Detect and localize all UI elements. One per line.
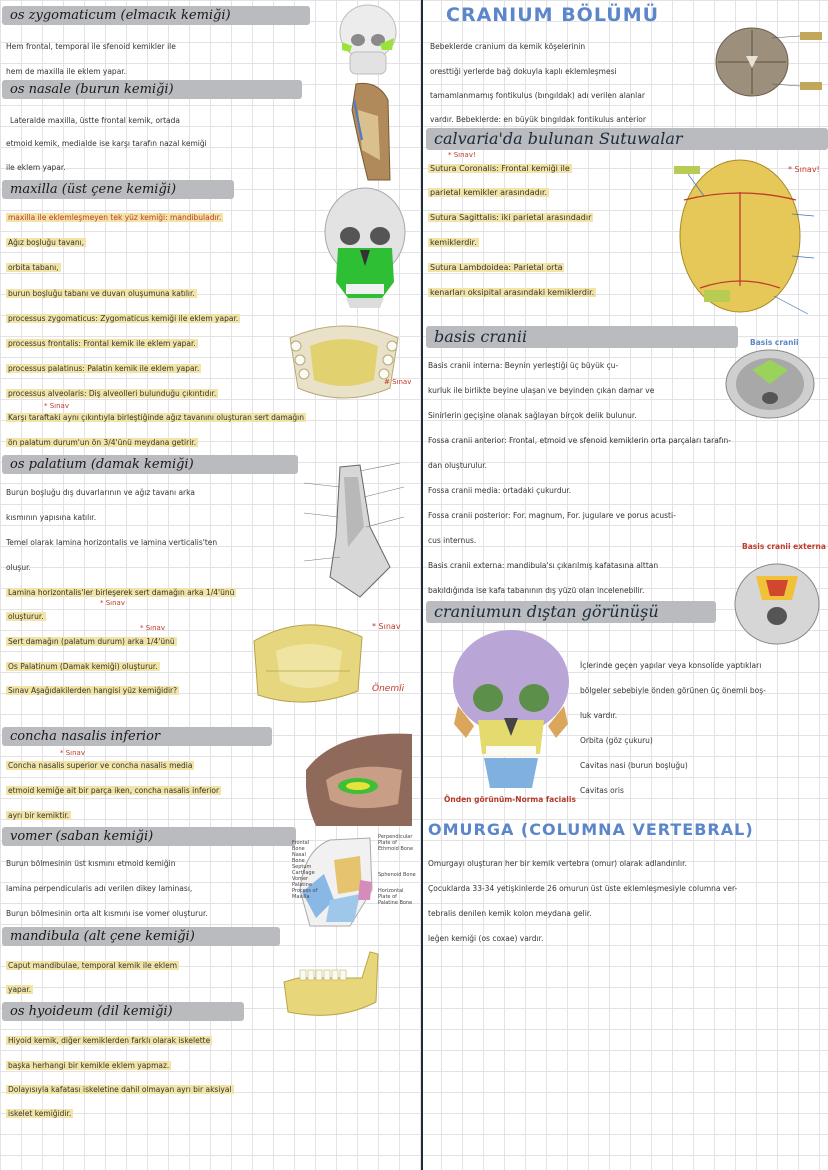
calvaria-line-4: kemiklerdir. [430,238,477,247]
concha-sinav-note: * Sınav [60,749,85,757]
heading-mandibula: mandibula (alt çene kemiği) [2,927,280,946]
cranium-line-1: Bebeklerde cranium da kemik köşelerinin [430,42,586,51]
vomer-septum-figure [290,830,416,940]
palatine-yellow-figure [246,611,370,711]
heading-zygomaticum: os zygomaticum (elmacık kemiği) [2,6,310,25]
heading-craniumun-distan: craniumun dıştan görünüşü [426,601,716,623]
palatum-sinav-note-3: * Sınav [372,622,401,631]
vomer-label-horizontal-plate: Horizontal Plate of Palatine Bone [378,888,413,906]
maxilla-line-5: processus zygomaticus: Zygomaticus kemiği ile eklem yapar. [8,314,239,323]
palatum-line-5: Lamina horizontalis'ler birleşerek sert damağın arka 1/4'ünü [8,588,235,597]
palatum-line-9: Sınav Aşağıdakilerden hangisi yüz kemiğidir? [8,686,178,695]
heading-concha: concha nasalis inferior [2,727,272,746]
cranium-line-3: tamamlanmamış fontikulus (bıngıldak) adı verilen alanlar [430,91,645,100]
right-column [424,0,828,1170]
concha-line-2: etmoid kemiğe ait bir parça iken, concha nasalis inferior [8,786,220,795]
norma-facialis-figure [448,628,574,792]
basis-cranii-externa-figure [732,550,822,646]
maxilla-line-3: orbita tabanı, [8,263,59,272]
hyoideum-line-4: iskelet kemiğidir. [8,1109,72,1118]
basis-line-6: Fossa cranii media: ortadaki çukurdur. [428,486,572,495]
vomer-line-1: Burun bölmesinin üst kısmını etmoid kemiğin [6,859,176,868]
disardan-line-6: Cavitas oris [580,786,624,795]
concha-line-1: Concha nasalis superior ve concha nasalis media [8,761,193,770]
vomer-line-2: lamina perpendicularis adı verilen dikey laminası, [6,884,193,893]
heading-hyoideum: os hyoideum (dil kemiği) [2,1002,244,1021]
maxilla-line-9: Karşı taraftaki aynı çıkıntıyla birleştiğinde ağız tavanını oluşturan sert damağın [8,413,305,422]
omurga-line-2: Çocuklarda 33-34 yetişkinlerde 26 omurun üst üste eklemleşmesiyle columna ver- [428,884,738,893]
palatum-line-1: Burun boşluğu dış duvarlarının ve ağız tavanı arka [6,488,195,497]
hyoideum-line-2: başka herhangi bir kemikle eklem yapmaz. [8,1061,170,1070]
nasale-line-3: ile eklem yapar. [6,163,66,172]
basis-line-5: dan oluşturulur. [428,461,487,470]
basis-line-1: Basis cranii interna: Beynin yerleştiği üç büyük çu- [428,361,619,370]
cranium-line-4: vardır. Bebeklerde: en büyük bıngıldak fontikulus anterior [430,115,646,124]
palatum-line-6: oluşturur. [8,612,44,621]
basis-cranii-figure-label: Basis cranii [750,338,799,347]
disardan-line-4: Orbita (göz çukuru) [580,736,653,745]
disardan-line-1: İçlerinde geçen yapılar veya konsolide yaptıkları [580,661,762,670]
concha-figure [306,730,412,826]
heading-palatum: os palatium (damak kemiği) [2,455,298,474]
basis-line-3: Sinirlerin geçişine olanak sağlayan birçok delik bulunur. [428,411,637,420]
calvaria-line-6: kenarları oksipital arasındaki kemiklerdir. [430,288,595,297]
omurga-line-3: tebralis denilen kemik kolon meydana gelir. [428,909,592,918]
maxilla-skull-figure [322,186,408,310]
hyoideum-line-3: Dolayısıyla kafatası iskeletine dahil olmayan ayrı bir aksiyal [8,1085,232,1094]
vomer-label-vomer: Vomer [292,876,309,882]
nasal-bone-figure [348,80,394,184]
calvaria-sinav-note: * Sınav! [448,151,476,159]
calvaria-line-3: Sutura Sagittalis: iki parietal arasındadır [430,213,592,222]
vomer-label-frontal: Frontal Bone [292,840,310,852]
calvaria-figure-sinav: * Sınav! [788,165,820,174]
zygomaticum-line-1: Hem frontal, temporal ile sfenoid kemikler ile [6,42,176,51]
mandible-figure [278,942,382,1022]
vomer-label-perpendicular: Perpendicular Plate of Ethmoid Bone [378,834,414,852]
maxilla-line-8: processus alveolaris: Diş alveolleri bulunduğu çıkıntıdır. [8,389,217,398]
zygomaticum-line-2: hem de maxilla ile eklem yapar. [6,67,127,76]
palate-figure [280,318,408,402]
calvaria-line-5: Sutura Lambdoidea: Parietal orta [430,263,563,272]
vomer-label-nasal: Nasal Bone [292,852,306,864]
basis-line-4: Fossa cranii anterior: Frontal, etmoid ve sfenoid kemiklerin orta parçaları tarafın- [428,436,731,445]
concha-line-3: ayrı bir kemiktir. [8,811,70,820]
cranium-title: CRANIUM BÖLÜMÜ [446,4,660,26]
palatum-line-3: Temel olarak lamina horizontalis ve lamina verticalis'ten [6,538,218,547]
disardan-line-3: luk vardır. [580,711,618,720]
fontanelle-figure [712,24,824,102]
zygomatic-skull-figure [336,2,400,78]
hyoideum-line-1: Hiyoid kemik, diğer kemiklerden farklı olarak iskelette [8,1036,211,1045]
palatum-line-4: oluşur. [6,563,31,572]
vomer-line-3: Burun bölmesinin orta alt kısmını ise vomer oluşturur. [6,909,208,918]
vomer-label-palatine-process: Palatine Process of Maxilla [292,882,318,900]
disardan-line-5: Cavitas nasi (burun boşluğu) [580,761,688,770]
omurga-line-4: leğen kemiği (os coxae) vardır. [428,934,544,943]
mandibula-line-2: yapar. [8,985,32,994]
maxilla-line-2: Ağız boşluğu tavanı, [8,238,85,247]
heading-vomer: vomer (saban kemiği) [2,827,296,846]
disardan-line-2: bölgeler sebebiyle önden görünen üç önemli boş- [580,686,766,695]
maxilla-line-10: ön palatum durum'un ön 3/4'ünü meydana getirir. [8,438,197,447]
nasale-line-2: etmoid kemik, medialde ise karşı tarafın nazal kemiği [6,139,207,148]
basis-line-10: bakıldığında ise kafa tabanının dış yüzü olan incelenebilir. [428,586,645,595]
palatum-sinav-note-2: * Sınav [140,624,165,632]
heading-calvaria: calvaria'da bulunan Sutuwalar [426,128,828,150]
calvaria-line-1: Sutura Coronalis: Frontal kemiği ile [430,164,570,173]
mandibula-line-1: Caput mandibulae, temporal kemik ile eklem [8,961,178,970]
palatum-line-2: kısmının yapısına katılır. [6,513,97,522]
basis-externa-figure-label: Basis cranii externa [742,542,826,551]
omurga-title: OMURGA (COLUMNA VERTEBRAL) [428,820,754,839]
heading-maxilla: maxilla (üst çene kemiği) [2,180,234,199]
nasale-line-1: Lateralde maxilla, üstte frontal kemik, ortada [10,116,181,125]
palate-figure-sinav: # Sınav [384,378,412,386]
cranium-line-2: oresttiği yerlerde bağ dokuyla kaplı eklemleşmesi [430,67,617,76]
calvaria-sutures-figure [674,156,822,324]
maxilla-line-1: maxilla ile eklemleşmeyen tek yüz kemiği: mandibuladır. [8,213,222,222]
column-divider [421,0,423,1170]
vomer-label-septum: Septum Cartilage [292,864,315,876]
palatum-sinav-note-1: * Sınav [100,599,125,607]
palatum-line-7: Sert damağın (palatum durum) arka 1/4'ünü [8,637,175,646]
maxilla-line-7: processus palatinus: Palatin kemik ile eklem yapar. [8,364,200,373]
basis-line-8: cus internus. [428,536,477,545]
palatum-line-8: Os Palatinum (Damak kemiği) oluşturur. [8,662,158,671]
basis-cranii-interna-figure [722,340,820,420]
calvaria-line-2: parietal kemikler arasındadır. [430,188,548,197]
vomer-label-sphenoid: Sphenoid Bone [378,872,416,878]
omurga-line-1: Omurgayı oluşturan her bir kemik vertebra (omur) olarak adlandırılır. [428,859,687,868]
maxilla-line-6: processus frontalis: Frontal kemik ile eklem yapar. [8,339,196,348]
palatum-onemli-note: Önemli [372,684,405,694]
maxilla-sinav-note: * Sınav [44,402,69,410]
norma-facialis-caption: Önden görünüm-Norma facialis [444,795,576,804]
basis-line-2: kurluk ile birlikte beyine ulaşan ve beyinden çıkan damar ve [428,386,655,395]
heading-nasale: os nasale (burun kemiği) [2,80,302,99]
palatine-bone-figure [300,457,410,607]
basis-line-7: Fossa cranii posterior: For. magnum, For. jugulare ve porus acusti- [428,511,676,520]
maxilla-line-4: burun boşluğu tabanı ve duvarı oluşumuna katılır. [8,289,195,298]
heading-basis-cranii: basis cranii [426,326,738,348]
basis-line-9: Basis cranii externa: mandibula'sı çıkarılmış kafatasına alttan [428,561,659,570]
